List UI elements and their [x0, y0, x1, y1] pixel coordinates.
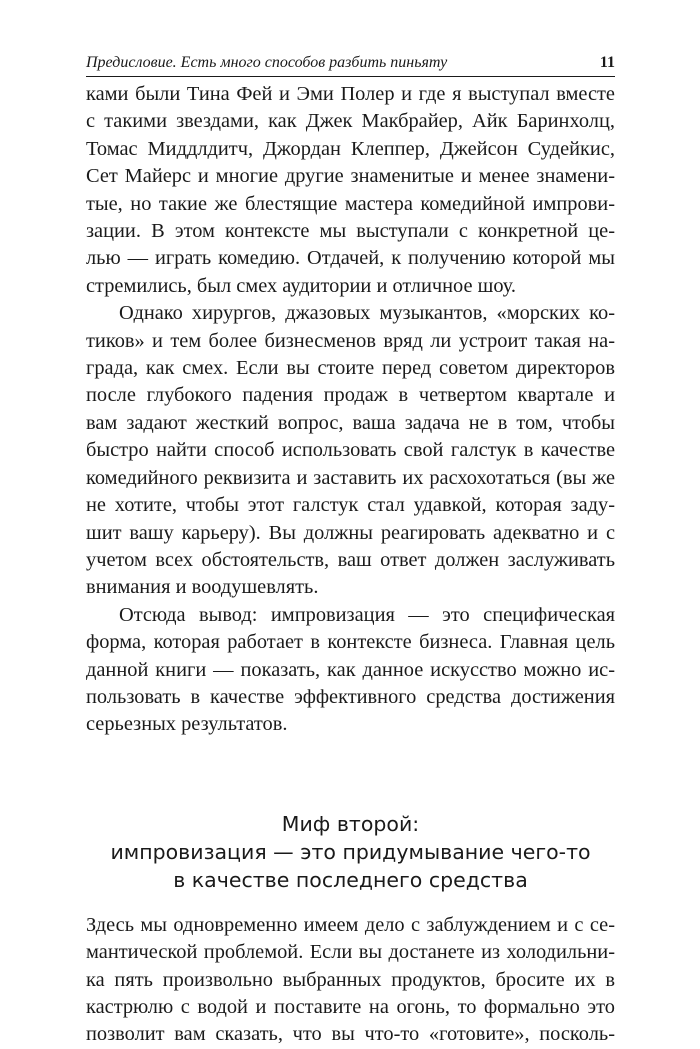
section-heading-line: Миф второй: [281, 811, 420, 836]
page-number: 11 [599, 54, 615, 71]
text-line: Отсюда вывод: импровизация — это специфическая [119, 603, 615, 626]
text-line: данной книги — показать, как данное искусство можно ис- [86, 658, 615, 681]
text-line: тиков» и тем более бизнесменов вряд ли устроит такая на- [86, 329, 615, 352]
text-line: стремились, был смех аудитории и отличное шоу. [86, 274, 517, 297]
text-line: мантической проблемой. Если вы достанете из холодильни- [86, 941, 615, 964]
running-header [86, 52, 615, 77]
section-heading [86, 810, 615, 894]
text-line: кастрюлю с водой и поставите на огонь, то формально это [86, 995, 615, 1018]
main-text [86, 81, 615, 739]
text-line: ка пять произвольно выбранных продуктов, бросите их в [86, 968, 615, 991]
paragraph [86, 912, 615, 1049]
text-line: после глубокого падения продаж в четвертом квартале и [86, 384, 615, 407]
text-line: тые, но такие же блестящие мастера комедийной импрови- [86, 192, 615, 215]
section-heading-line: импровизация — это придумывание чего-то [110, 839, 591, 864]
text-line: пользовать в качестве эффективного средства достижения [86, 685, 615, 708]
running-title: Предисловие. Есть много способов разбить пиньяту [86, 54, 448, 71]
section-heading-line: в качестве последнего средства [173, 867, 528, 892]
text-line: позволит вам сказать, что вы что-то «готовите», посколь- [86, 1023, 615, 1046]
text-line: ками были Тина Фей и Эми Полер и где я выступал вместе [86, 83, 615, 105]
text-line: серьезных результатов. [86, 713, 288, 736]
section-text [86, 912, 615, 1049]
text-line: комедийного реквизита и заставить их расхохотаться (вы же [86, 466, 615, 489]
paragraph [86, 602, 615, 739]
text-line: зации. В этом контексте мы выступали с конкретной це- [86, 220, 615, 243]
paragraph [86, 81, 615, 300]
text-line: форма, которая работает в контексте бизнеса. Главная цель [86, 631, 615, 654]
text-line: учетом всех обстоятельств, ваш ответ должен заслуживать [86, 548, 615, 571]
text-line: града, как смех. Если вы стоите перед советом директоров [86, 357, 615, 380]
text-line: лью — играть комедию. Отдачей, к получению которой мы [86, 247, 615, 270]
text-line: быстро найти способ использовать свой галстук в качестве [86, 439, 615, 462]
text-line: Однако хирургов, джазовых музыкантов, «морских ко- [119, 302, 615, 325]
text-line: не хотите, чтобы этот галстук стал удавкой, которая заду- [86, 494, 615, 517]
paragraph [86, 300, 615, 601]
text-line: с такими звездами, как Джек Макбрайер, Айк Баринхолц, [86, 110, 615, 133]
text-line: вам задают жесткий вопрос, ваша задача не в том, чтобы [86, 411, 615, 434]
book-page [86, 52, 615, 1049]
text-line: внимания и воодушевлять. [86, 576, 319, 599]
text-line: Томас Миддлдитч, Джордан Клеппер, Джейсон Судейкис, [86, 137, 615, 160]
text-line: Сет Майерс и многие другие знаменитые и менее знамени- [86, 165, 615, 188]
text-line: шит вашу карьеру). Вы должны реагировать адекватно и с [86, 521, 615, 544]
text-line: Здесь мы одновременно имеем дело с заблуждением и с се- [86, 913, 615, 936]
